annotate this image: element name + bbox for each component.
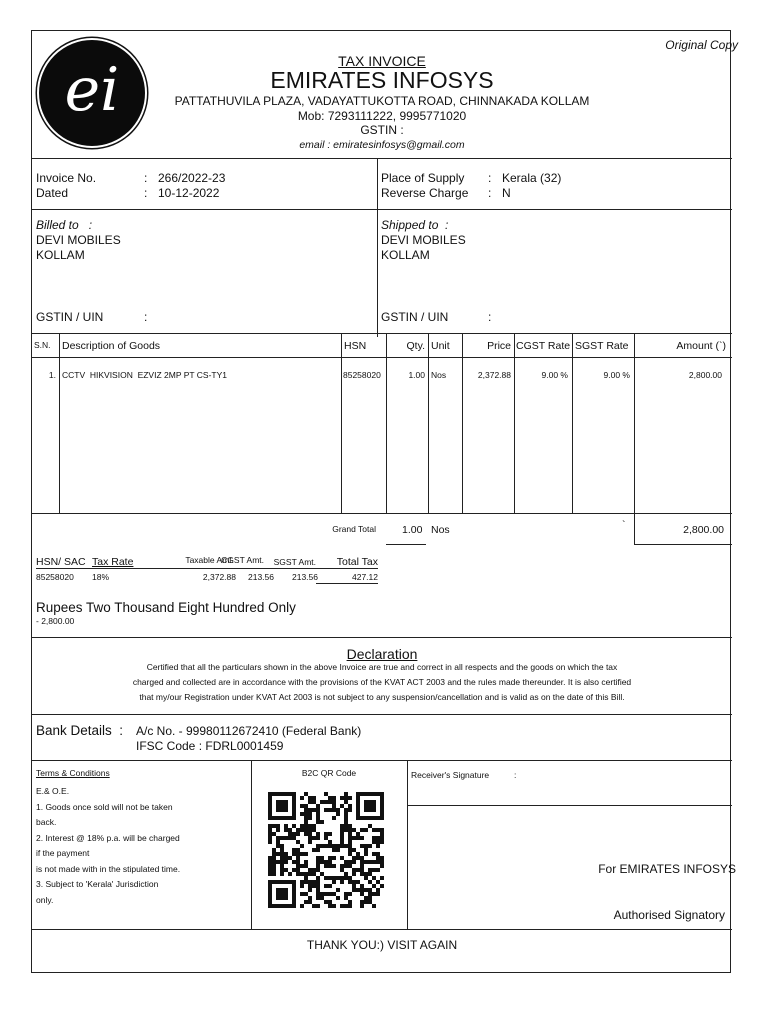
col-price: Price [487, 340, 511, 352]
bank-account: A/c No. - 99980112672410 (Federal Bank) [136, 724, 362, 738]
grand-total-amount: 2,800.00 [683, 524, 724, 536]
shipped-gstin-colon: : [488, 310, 492, 324]
receiver-signature-colon: : [514, 770, 517, 780]
tax-row-sgst: 213.56 [292, 572, 318, 582]
tax-row-cgst: 213.56 [248, 572, 274, 582]
qr-code-label: B2C QR Code [301, 768, 357, 778]
footer-thank-you: THANK YOU:) VISIT AGAIN [306, 938, 458, 952]
billed-to-name: DEVI MOBILES [36, 233, 121, 247]
company-gstin: GSTIN : [360, 123, 404, 137]
terms-line: if the payment [36, 848, 90, 858]
declaration-line-3: that my/our Registration under KVAT Act 2003 is not subject to any suspension/cancellation and is valid as on the date of this Bill. [139, 692, 625, 702]
tax-row-total: 427.12 [352, 572, 378, 582]
invoice-no-label: Invoice No. [36, 171, 97, 185]
receiver-signature-label: Receiver's Signature [411, 770, 490, 780]
row-description: CCTV HIKVISION EZVIZ 2MP PT CS-TY1 [62, 370, 227, 380]
col-unit: Unit [431, 340, 450, 352]
original-copy-label: Original Copy [665, 38, 738, 52]
amount-in-words-figure: - 2,800.00 [36, 616, 75, 626]
tax-col-hsn: HSN/ SAC [36, 556, 86, 568]
col-sgst-rate: SGST Rate [575, 340, 629, 352]
row-cgst-rate: 9.00 % [541, 370, 568, 380]
place-of-supply-colon: : [488, 171, 492, 185]
col-sn: S.N. [34, 340, 51, 350]
terms-title: Terms & Conditions [36, 768, 110, 778]
for-company: For EMIRATES INFOSYS [598, 862, 736, 876]
logo-text: ei [64, 55, 120, 125]
declaration-line-2: charged and collected are in accordance with the provisions of the KVAT ACT 2003 and the rules made thereunder. It is also certified [132, 677, 632, 687]
invoice-no-colon: : [144, 171, 148, 185]
terms-line: back. [36, 817, 57, 827]
row-price: 2,372.88 [477, 370, 511, 380]
dated-label: Dated [36, 186, 69, 200]
amount-in-words: Rupees Two Thousand Eight Hundred Only [36, 600, 296, 615]
row-qty: 1.00 [408, 370, 425, 380]
items-table [32, 333, 732, 513]
tax-col-sgst: SGST Amt. [273, 557, 316, 567]
terms-list [36, 784, 180, 908]
shipped-to-label: Shipped to : [381, 218, 449, 232]
billed-gstin-label: GSTIN / UIN [36, 310, 104, 324]
reverse-charge-colon: : [488, 186, 492, 200]
tax-row-taxable: 2,372.88 [202, 572, 236, 582]
grand-total-unit: Nos [431, 524, 450, 536]
tax-row-rate: 18% [92, 572, 110, 582]
shipped-to-name: DEVI MOBILES [381, 233, 466, 247]
dated-colon: : [144, 186, 148, 200]
grand-total-label: Grand Total [332, 524, 376, 534]
terms-line: only. [36, 894, 54, 905]
tax-col-total: Total Tax [336, 556, 378, 568]
billed-to-label: Billed to : [36, 218, 93, 232]
row-sgst-rate: 9.00 % [603, 370, 630, 380]
b2c-qr-code [268, 789, 384, 911]
authorised-signatory: Authorised Signatory [613, 908, 725, 922]
col-cgst-rate: CGST Rate [516, 340, 571, 352]
bank-ifsc: IFSC Code : FDRL0001459 [136, 739, 284, 753]
terms-line: is not made with in the stipulated time. [36, 863, 181, 874]
col-qty: Qty. [406, 340, 425, 352]
company-mobile: Mob: 7293111222, 9995771020 [297, 109, 467, 123]
dated-value: 10-12-2022 [158, 186, 220, 200]
row-hsn: 85258020 [343, 370, 381, 380]
shipped-to-city: KOLLAM [381, 248, 430, 262]
row-unit: Nos [431, 370, 447, 380]
invoice-no-value: 266/2022-23 [158, 171, 226, 185]
bank-details-label: Bank Details : [36, 723, 124, 738]
tax-col-cgst: CGST Amt. [221, 555, 264, 565]
row-amount: 2,800.00 [688, 370, 722, 380]
tax-row-hsn: 85258020 [36, 572, 74, 582]
col-hsn: HSN [344, 340, 367, 352]
billed-gstin-colon: : [144, 310, 148, 324]
company-address: PATTATHUVILA PLAZA, VADAYATTUKOTTA ROAD, CHINNAKADA KOLLAM [174, 94, 590, 108]
reverse-charge-value: N [502, 186, 511, 200]
shipped-gstin-label: GSTIN / UIN [381, 310, 449, 324]
col-description: Description of Goods [62, 340, 161, 352]
terms-line: 3. Subject to 'Kerala' Jurisdiction [36, 879, 159, 889]
reverse-charge-label: Reverse Charge [381, 186, 469, 200]
grand-total-symbol: ` [622, 519, 626, 531]
col-amount: Amount (`) [676, 340, 726, 352]
terms-line: 2. Interest @ 18% p.a. will be charged [36, 832, 180, 843]
place-of-supply-label: Place of Supply [381, 171, 465, 185]
billed-to-city: KOLLAM [36, 248, 85, 262]
tax-col-rate: Tax Rate [92, 556, 134, 568]
grand-total-qty: 1.00 [402, 524, 423, 536]
declaration-line-1: Certified that all the particulars shown in the above Invoice are true and correct in all respects and the goods on which the tax [146, 662, 618, 672]
company-name: EMIRATES INFOSYS [270, 67, 494, 93]
doc-title: TAX INVOICE [338, 53, 426, 69]
place-of-supply-value: Kerala (32) [502, 171, 562, 185]
company-email: email : emiratesinfosys@gmail.com [299, 139, 465, 151]
terms-line: E.& O.E. [36, 786, 70, 796]
declaration-title: Declaration [346, 646, 418, 662]
row-sn: 1. [48, 370, 56, 380]
terms-line: 1. Goods once sold will not be taken [36, 801, 173, 812]
tax-col-taxable: Taxable Amt. [185, 555, 234, 565]
